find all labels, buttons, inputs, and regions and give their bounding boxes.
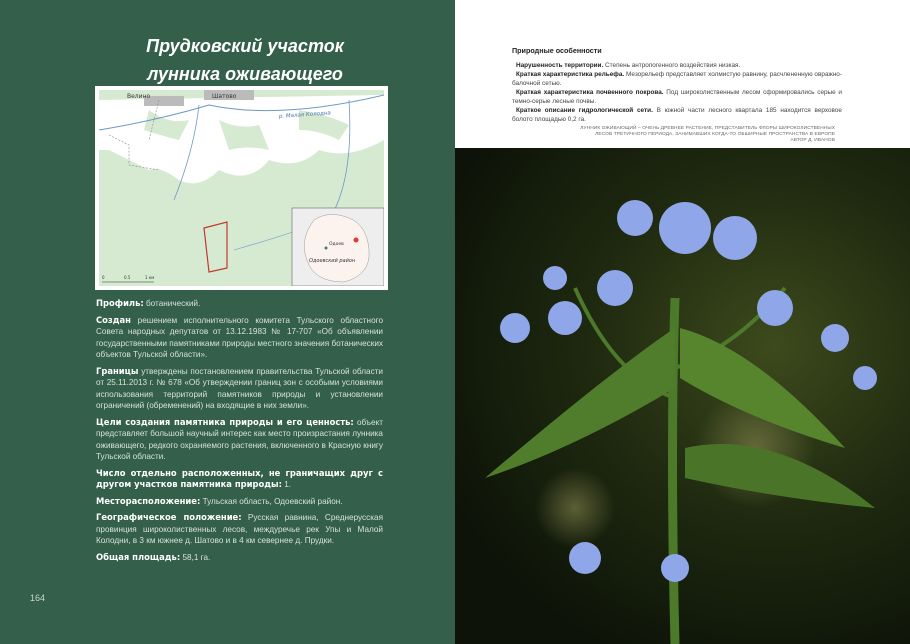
page-title-line1: Прудковский участок [146,36,344,56]
section-location: Месторасположение: Тульская область, Одоевский район. [96,495,343,506]
section-area: Общая площадь: 58,1 га. [96,551,211,562]
section-goals: Цели создания памятника природы и его ценность: объект представляет большой научный интерес как место произрастания лунника оживающего, редкого охраняемого растения, включенного в Красную книгу Тульской области. [96,416,384,461]
map-label-shatovo: Шатово [212,93,237,100]
feature-item: Краткая характеристика почвенного покрова. Под широколиственным лесом сформировались серые и темно-серые лесные почвы. [512,89,842,105]
lunaria-photo [455,148,910,644]
scale-0: 0 [102,275,105,280]
feature-item: Нарушенность территории. Степень антропогенного воздействия низкая. [516,62,741,69]
page-number: 164 [30,593,46,603]
right-page [455,0,910,644]
map-label-river: р. Малая Колодна [278,110,331,120]
map-label-velino: Велино [127,93,151,100]
map-label-district: Одоевский район [309,258,356,264]
section-heading: Природные особенности [512,46,602,55]
feature-item: Краткое описание гидрологической сети. В южной части лесного квартала 185 находится верховое болото площадью 0,2 га. [512,107,842,123]
description-text [96,298,383,568]
scale-1km: 1 км [145,275,155,280]
map-label-odoev: Одоев [329,242,344,247]
natural-features [512,46,842,124]
section-geography: Географическое положение: Русская равнина, Среднерусская провинция широколиственных лесов, междуречье рек Упы и Малой Колодни, в 3 км южнее д. Шатово и в 4 км севернее д. Прудки. [96,512,383,545]
section-borders: Границы утверждены постановлением правительства Тульской области от 25.11.2013 г. № 678 «Об утверждении границ зон с особыми условиями использования территорий памятников природы и установлении ограничений (обременений) на входящие в них земли». [96,365,383,410]
section-profile: Профиль: ботанический. [96,298,201,308]
location-map [95,86,388,290]
section-count: Число отдельно расположенных, не граничащих друг с другом участков памятника природы: 1. [96,467,383,489]
page-title-line2: лунника оживающего [147,64,343,84]
photo-caption: ЛУННИК ОЖИВАЮЩИЙ – ОЧЕНЬ ДРЕВНЕЕ РАСТЕНИЕ, ПРЕДСТАВИТЕЛЬ ФЛОРЫ ШИРОКОЛИСТВЕННЫХ ЛЕСОВ ТРЕТИЧНОГО ПЕРИОДА, ЗАНИМАВШИХ КОГДА-ТО ОБШИРНЫЕ ПРОСТРАНСТВА В ЕВРОПЕ АВТОР Д. ИВАНОВ [580,126,835,144]
feature-item: Краткая характеристика рельефа. Мезорельеф представляет холмистую равнину, расчлененную овражно-балочной сетью. [512,71,842,87]
scale-05: 0.5 [124,275,131,280]
section-created: Создан решением исполнительного комитета Тульского областного Совета народных депутатов от 13.12.1983 № 17-707 «Об объявлении государственными памятниками природы местного значения ботанических объектов Тульской области». [96,314,383,359]
